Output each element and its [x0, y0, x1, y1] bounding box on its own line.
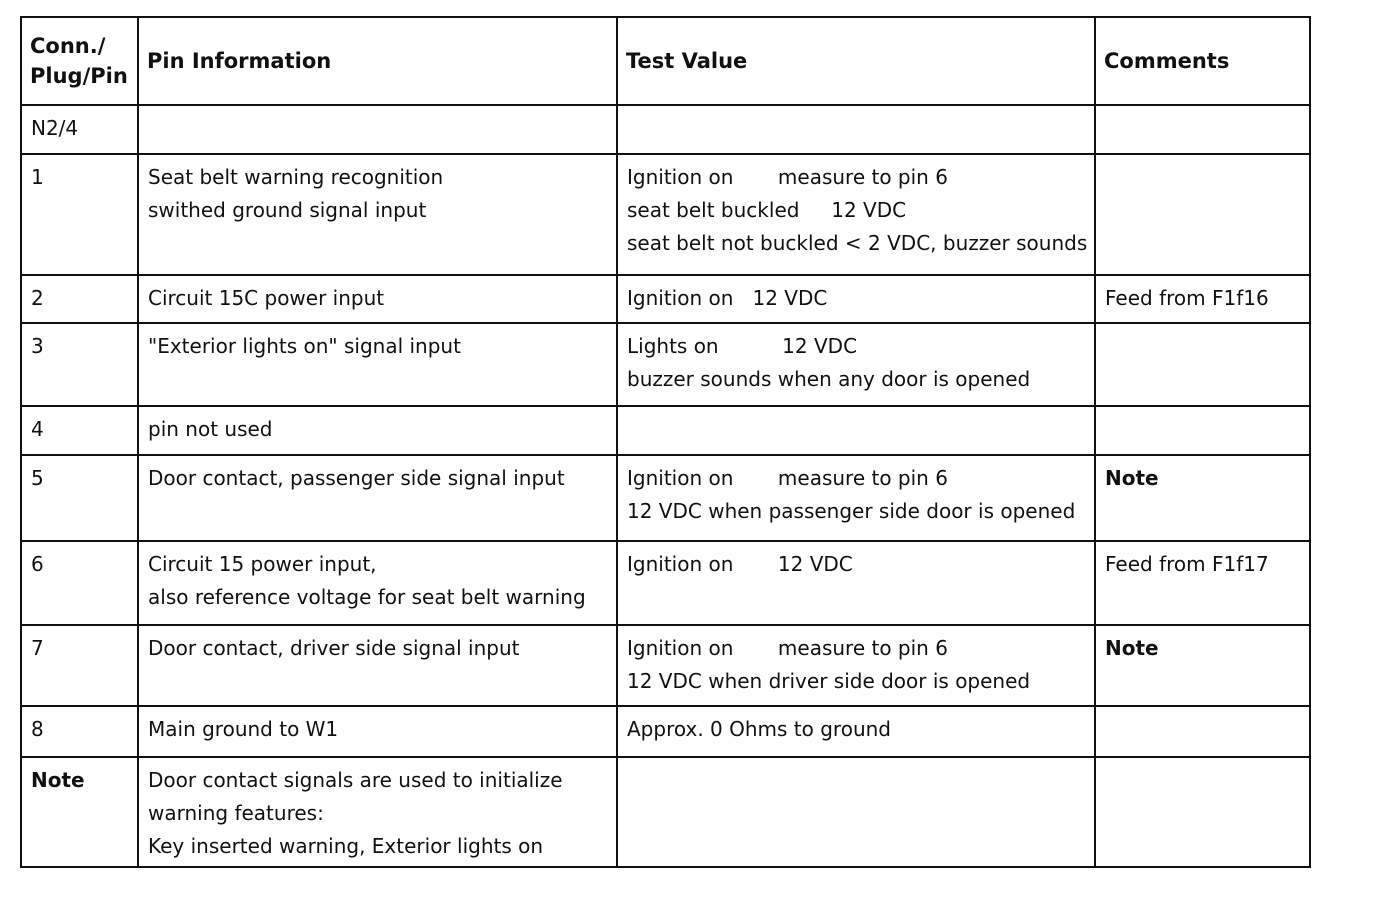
table-row — [21, 541, 1310, 625]
cell-pin: 1 — [21, 154, 138, 275]
header-comments: Comments — [1095, 17, 1310, 105]
pin-info-line: pin not used — [148, 417, 273, 441]
cell-pin: 7 — [21, 625, 138, 706]
table-row — [21, 625, 1310, 706]
pin-info-line: Main ground to W1 — [148, 717, 339, 741]
cell-test-value — [617, 275, 1095, 323]
header-pin-information: Pin Information — [138, 17, 617, 105]
pin-info-line: Circuit 15 power input, — [148, 552, 377, 576]
cell-pin-information — [138, 105, 617, 154]
test-value-line: Ignition on 12 VDC — [627, 552, 853, 576]
cell-pin: Note — [21, 757, 138, 867]
table-row — [21, 406, 1310, 455]
table-row — [21, 757, 1310, 867]
pin-info-line: "Exterior lights on" signal input — [148, 334, 461, 358]
cell-pin-information — [138, 625, 617, 706]
cell-pin: N2/4 — [21, 105, 138, 154]
test-value-line: 12 VDC when driver side door is opened — [627, 669, 1031, 693]
pin-info-line: also reference voltage for seat belt warning — [148, 585, 586, 609]
test-value-line: Ignition on measure to pin 6 — [627, 466, 948, 490]
pin-info-line: Circuit 15C power input — [148, 286, 385, 310]
cell-comments — [1095, 706, 1310, 757]
cell-test-value — [617, 625, 1095, 706]
cell-test-value — [617, 105, 1095, 154]
table-row — [21, 323, 1310, 406]
cell-comments — [1095, 105, 1310, 154]
cell-pin-information — [138, 706, 617, 757]
table-row — [21, 275, 1310, 323]
test-value-line: Approx. 0 Ohms to ground — [627, 717, 891, 741]
cell-pin-information — [138, 275, 617, 323]
pin-info-line: swithed ground signal input — [148, 198, 427, 222]
test-value-line: seat belt not buckled < 2 VDC, buzzer sounds — [627, 231, 1088, 255]
cell-pin: 2 — [21, 275, 138, 323]
cell-pin: 5 — [21, 455, 138, 541]
cell-pin: 3 — [21, 323, 138, 406]
cell-test-value — [617, 541, 1095, 625]
cell-comments: Feed from F1f16 — [1095, 275, 1310, 323]
table-row — [21, 154, 1310, 275]
test-value-line: Ignition on 12 VDC — [627, 286, 828, 310]
cell-pin: 4 — [21, 406, 138, 455]
table-row — [21, 706, 1310, 757]
cell-comments: Feed from F1f17 — [1095, 541, 1310, 625]
pin-info-line: warning features: — [148, 801, 324, 825]
cell-test-value — [617, 323, 1095, 406]
cell-pin-information — [138, 406, 617, 455]
pin-info-line: Door contact, driver side signal input — [148, 636, 520, 660]
header-row — [21, 17, 1310, 105]
cell-pin-information — [138, 541, 617, 625]
cell-test-value — [617, 455, 1095, 541]
cell-comments — [1095, 757, 1310, 867]
test-value-line: Lights on 12 VDC — [627, 334, 858, 358]
cell-pin: 6 — [21, 541, 138, 625]
pin-info-line: Key inserted warning, Exterior lights on — [148, 834, 544, 858]
test-value-line: buzzer sounds when any door is opened — [627, 367, 1031, 391]
cell-test-value — [617, 406, 1095, 455]
cell-comments: Note — [1095, 455, 1310, 541]
cell-test-value — [617, 154, 1095, 275]
cell-pin-information — [138, 455, 617, 541]
pin-info-line: Door contact signals are used to initialize — [148, 768, 563, 792]
cell-comments — [1095, 323, 1310, 406]
pin-info-line: Seat belt warning recognition — [148, 165, 444, 189]
test-value-line: 12 VDC when passenger side door is opened — [627, 499, 1076, 523]
cell-pin-information — [138, 757, 617, 867]
cell-pin: 8 — [21, 706, 138, 757]
pin-test-table — [20, 16, 1311, 868]
header-test-value: Test Value — [617, 17, 1095, 105]
cell-test-value — [617, 706, 1095, 757]
cell-test-value — [617, 757, 1095, 867]
header-conn-plug-pin: Conn./ Plug/Pin — [21, 17, 138, 105]
test-value-line: Ignition on measure to pin 6 — [627, 165, 948, 189]
cell-comments — [1095, 406, 1310, 455]
test-value-line: seat belt buckled 12 VDC — [627, 198, 907, 222]
cell-comments: Note — [1095, 625, 1310, 706]
pin-info-line: Door contact, passenger side signal input — [148, 466, 565, 490]
table-row — [21, 105, 1310, 154]
test-value-line: Ignition on measure to pin 6 — [627, 636, 948, 660]
cell-pin-information — [138, 323, 617, 406]
cell-pin-information — [138, 154, 617, 275]
table-row — [21, 455, 1310, 541]
cell-comments — [1095, 154, 1310, 275]
